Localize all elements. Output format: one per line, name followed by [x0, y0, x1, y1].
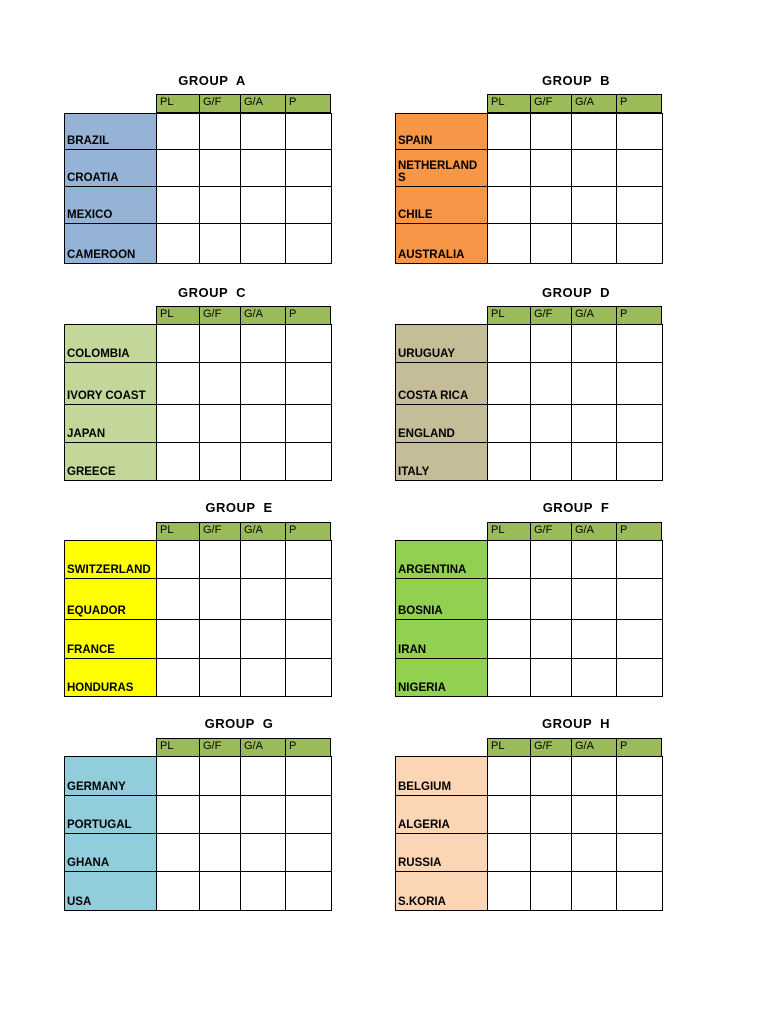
- column-header: P: [289, 96, 297, 108]
- score-cell[interactable]: [285, 223, 332, 264]
- group-g-header-row: [156, 738, 331, 757]
- score-cell[interactable]: [616, 362, 663, 405]
- score-cell[interactable]: [156, 619, 200, 659]
- score-cell[interactable]: [487, 404, 531, 443]
- score-cell[interactable]: [487, 442, 531, 481]
- score-cell[interactable]: [240, 324, 286, 363]
- score-cell[interactable]: [571, 404, 617, 443]
- group-e-title: GROUP E: [205, 500, 273, 515]
- score-cell[interactable]: [199, 113, 241, 150]
- score-cell[interactable]: [530, 442, 572, 481]
- group-h-title: GROUP H: [541, 716, 611, 731]
- score-cell[interactable]: [487, 186, 531, 224]
- group-b-title: GROUP B: [541, 73, 611, 88]
- team-name: ARGENTINA: [395, 540, 488, 579]
- column-header: G/A: [241, 95, 286, 112]
- column-header: PL: [157, 95, 200, 112]
- score-cell[interactable]: [616, 149, 663, 187]
- score-cell[interactable]: [240, 871, 286, 911]
- score-cell[interactable]: [616, 795, 663, 834]
- group-d-header-row: [487, 306, 662, 325]
- team-name: BELGIUM: [395, 756, 488, 796]
- column-header: G/F: [200, 739, 241, 756]
- score-cell[interactable]: [156, 149, 200, 187]
- column-header: P: [620, 524, 628, 536]
- team-name: NIGERIA: [395, 658, 488, 697]
- score-cell[interactable]: [285, 619, 332, 659]
- group-c-header-row: [156, 306, 331, 325]
- score-cell[interactable]: [616, 324, 663, 363]
- column-header: PL: [157, 739, 200, 756]
- score-cell[interactable]: [616, 619, 663, 659]
- score-cell[interactable]: [530, 756, 572, 796]
- score-cell[interactable]: [571, 442, 617, 481]
- team-name: COSTA RICA: [395, 362, 488, 405]
- score-cell[interactable]: [571, 871, 617, 911]
- score-cell[interactable]: [240, 658, 286, 697]
- team-name: BOSNIA: [395, 578, 488, 620]
- group-a-title: GROUP A: [178, 73, 246, 88]
- team-name: ALGERIA: [395, 795, 488, 834]
- score-cell[interactable]: [487, 362, 531, 405]
- score-cell[interactable]: [616, 223, 663, 264]
- team-name: GHANA: [64, 833, 157, 872]
- score-cell[interactable]: [240, 149, 286, 187]
- team-name: CAMEROON: [64, 223, 157, 264]
- team-name: FRANCE: [64, 619, 157, 659]
- score-cell[interactable]: [285, 540, 332, 579]
- group-c-title: GROUP C: [177, 285, 247, 300]
- score-cell[interactable]: [285, 871, 332, 911]
- score-cell[interactable]: [156, 578, 200, 620]
- score-cell[interactable]: [571, 578, 617, 620]
- score-cell[interactable]: [530, 658, 572, 697]
- score-cell[interactable]: [240, 795, 286, 834]
- score-cell[interactable]: [487, 833, 531, 872]
- team-name: JAPAN: [64, 404, 157, 443]
- score-cell[interactable]: [285, 404, 332, 443]
- team-name: CHILE: [395, 186, 488, 224]
- column-header: G/A: [572, 523, 617, 540]
- score-cell[interactable]: [156, 223, 200, 264]
- score-cell[interactable]: [285, 795, 332, 834]
- score-cell[interactable]: [199, 578, 241, 620]
- score-cell[interactable]: [487, 578, 531, 620]
- score-cell[interactable]: [616, 540, 663, 579]
- score-cell[interactable]: [571, 540, 617, 579]
- score-cell[interactable]: [199, 540, 241, 579]
- score-cell[interactable]: [199, 362, 241, 405]
- column-header: PL: [157, 307, 200, 324]
- team-name: HONDURAS: [64, 658, 157, 697]
- group-e-header-row: [156, 522, 331, 541]
- score-cell[interactable]: [156, 324, 200, 363]
- score-cell[interactable]: [530, 324, 572, 363]
- score-cell[interactable]: [616, 186, 663, 224]
- score-cell[interactable]: [199, 756, 241, 796]
- score-cell[interactable]: [530, 795, 572, 834]
- column-header: G/A: [572, 739, 617, 756]
- score-cell[interactable]: [616, 113, 663, 150]
- score-cell[interactable]: [571, 795, 617, 834]
- score-cell[interactable]: [616, 756, 663, 796]
- column-header: PL: [488, 95, 531, 112]
- score-cell[interactable]: [240, 223, 286, 264]
- score-cell[interactable]: [199, 619, 241, 659]
- score-cell[interactable]: [530, 186, 572, 224]
- score-cell[interactable]: [530, 540, 572, 579]
- team-name: COLOMBIA: [64, 324, 157, 363]
- team-name: AUSTRALIA: [395, 223, 488, 264]
- score-cell[interactable]: [487, 658, 531, 697]
- score-cell[interactable]: [616, 658, 663, 697]
- column-header: G/F: [200, 307, 241, 324]
- column-header: P: [620, 308, 628, 320]
- score-cell[interactable]: [199, 442, 241, 481]
- group-f-header-row: [487, 522, 662, 541]
- score-cell[interactable]: [156, 113, 200, 150]
- score-cell[interactable]: [530, 833, 572, 872]
- score-cell[interactable]: [616, 871, 663, 911]
- score-cell[interactable]: [240, 404, 286, 443]
- score-cell[interactable]: [199, 871, 241, 911]
- score-cell[interactable]: [571, 756, 617, 796]
- score-cell[interactable]: [285, 186, 332, 224]
- score-cell[interactable]: [571, 619, 617, 659]
- score-cell[interactable]: [156, 186, 200, 224]
- score-cell[interactable]: [199, 223, 241, 264]
- score-cell[interactable]: [530, 404, 572, 443]
- score-cell[interactable]: [156, 404, 200, 443]
- score-cell[interactable]: [530, 223, 572, 264]
- column-header: G/A: [241, 307, 286, 324]
- column-header: PL: [488, 739, 531, 756]
- score-cell[interactable]: [616, 578, 663, 620]
- team-name: MEXICO: [64, 186, 157, 224]
- score-cell[interactable]: [530, 362, 572, 405]
- score-cell[interactable]: [240, 619, 286, 659]
- column-header: G/F: [531, 95, 572, 112]
- group-h-header-row: [487, 738, 662, 757]
- team-name: ITALY: [395, 442, 488, 481]
- score-cell[interactable]: [487, 756, 531, 796]
- score-cell[interactable]: [530, 871, 572, 911]
- column-header: G/F: [200, 523, 241, 540]
- team-name: IVORY COAST: [64, 362, 157, 405]
- score-cell[interactable]: [571, 149, 617, 187]
- score-cell[interactable]: [487, 149, 531, 187]
- score-cell[interactable]: [240, 578, 286, 620]
- team-name: CROATIA: [64, 149, 157, 187]
- score-cell[interactable]: [285, 658, 332, 697]
- score-cell[interactable]: [571, 113, 617, 150]
- score-cell[interactable]: [199, 833, 241, 872]
- column-header: G/F: [531, 523, 572, 540]
- group-d-title: GROUP D: [541, 285, 611, 300]
- score-cell[interactable]: [156, 442, 200, 481]
- group-a-header-row: [156, 94, 331, 113]
- column-header: G/A: [241, 523, 286, 540]
- score-cell[interactable]: [487, 795, 531, 834]
- group-f-title: GROUP F: [542, 500, 610, 515]
- score-cell[interactable]: [199, 186, 241, 224]
- score-cell[interactable]: [487, 540, 531, 579]
- column-header: G/F: [200, 95, 241, 112]
- score-cell[interactable]: [156, 540, 200, 579]
- team-name: ENGLAND: [395, 404, 488, 443]
- column-header: PL: [157, 523, 200, 540]
- score-cell[interactable]: [487, 871, 531, 911]
- score-cell[interactable]: [240, 756, 286, 796]
- column-header: PL: [488, 307, 531, 324]
- score-cell[interactable]: [530, 149, 572, 187]
- team-name: S.KORIA: [395, 871, 488, 911]
- score-cell[interactable]: [285, 833, 332, 872]
- column-header: P: [289, 524, 297, 536]
- column-header: P: [620, 96, 628, 108]
- score-cell[interactable]: [199, 658, 241, 697]
- team-name: RUSSIA: [395, 833, 488, 872]
- score-cell[interactable]: [240, 113, 286, 150]
- column-header: P: [289, 740, 297, 752]
- team-name: BRAZIL: [64, 113, 157, 150]
- group-g-title: GROUP G: [204, 716, 274, 731]
- team-name: SPAIN: [395, 113, 488, 150]
- column-header: G/A: [241, 739, 286, 756]
- score-cell[interactable]: [487, 113, 531, 150]
- team-name: IRAN: [395, 619, 488, 659]
- score-cell[interactable]: [156, 833, 200, 872]
- score-cell[interactable]: [487, 324, 531, 363]
- score-cell[interactable]: [285, 578, 332, 620]
- team-name: SWITZERLAND: [64, 540, 157, 579]
- score-cell[interactable]: [285, 113, 332, 150]
- score-cell[interactable]: [616, 833, 663, 872]
- score-cell[interactable]: [571, 362, 617, 405]
- column-header: PL: [488, 523, 531, 540]
- score-cell[interactable]: [530, 619, 572, 659]
- score-cell[interactable]: [199, 149, 241, 187]
- score-cell[interactable]: [199, 795, 241, 834]
- score-cell[interactable]: [156, 795, 200, 834]
- score-cell[interactable]: [571, 324, 617, 363]
- score-cell[interactable]: [199, 324, 241, 363]
- score-cell[interactable]: [616, 404, 663, 443]
- team-name: GREECE: [64, 442, 157, 481]
- column-header: G/F: [531, 307, 572, 324]
- score-cell[interactable]: [571, 833, 617, 872]
- score-cell[interactable]: [285, 442, 332, 481]
- score-cell[interactable]: [199, 404, 241, 443]
- score-cell[interactable]: [530, 113, 572, 150]
- score-cell[interactable]: [240, 540, 286, 579]
- score-cell[interactable]: [571, 223, 617, 264]
- score-cell[interactable]: [487, 619, 531, 659]
- score-cell[interactable]: [156, 658, 200, 697]
- column-header: G/F: [531, 739, 572, 756]
- score-cell[interactable]: [156, 362, 200, 405]
- score-cell[interactable]: [156, 756, 200, 796]
- column-header: G/A: [572, 307, 617, 324]
- score-cell[interactable]: [487, 223, 531, 264]
- score-cell[interactable]: [240, 442, 286, 481]
- score-cell[interactable]: [240, 833, 286, 872]
- score-cell[interactable]: [285, 149, 332, 187]
- column-header: P: [289, 308, 297, 320]
- score-cell[interactable]: [285, 362, 332, 405]
- score-cell[interactable]: [571, 658, 617, 697]
- team-name: GERMANY: [64, 756, 157, 796]
- score-cell[interactable]: [530, 578, 572, 620]
- team-name: EQUADOR: [64, 578, 157, 620]
- score-cell[interactable]: [156, 871, 200, 911]
- column-header: P: [620, 740, 628, 752]
- team-name: URUGUAY: [395, 324, 488, 363]
- score-cell[interactable]: [285, 324, 332, 363]
- score-cell[interactable]: [285, 756, 332, 796]
- score-cell[interactable]: [616, 442, 663, 481]
- team-name: NETHERLAND S: [395, 149, 488, 187]
- score-cell[interactable]: [240, 362, 286, 405]
- group-b-header-row: [487, 94, 662, 113]
- team-name: USA: [64, 871, 157, 911]
- score-cell[interactable]: [240, 186, 286, 224]
- score-cell[interactable]: [571, 186, 617, 224]
- team-name: PORTUGAL: [64, 795, 157, 834]
- column-header: G/A: [572, 95, 617, 112]
